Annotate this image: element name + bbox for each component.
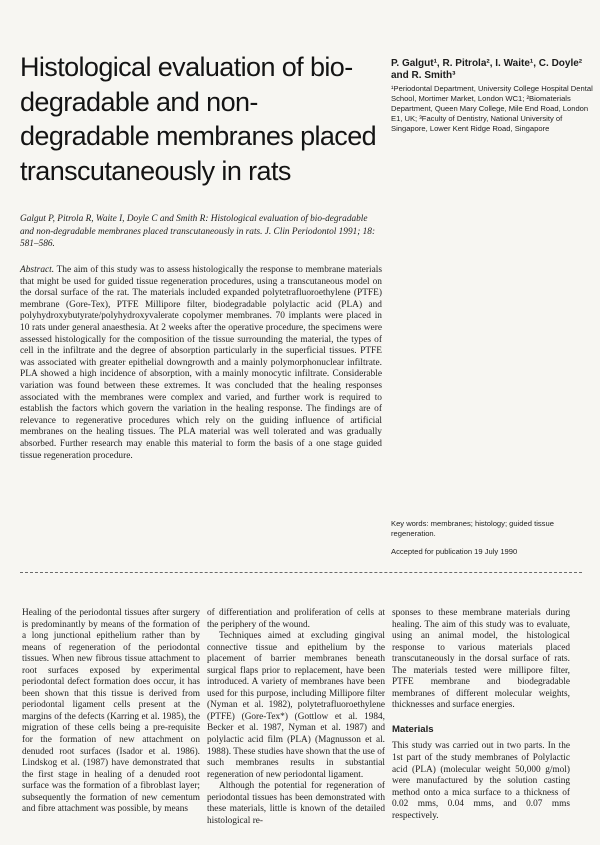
section-divider xyxy=(20,572,582,573)
body-paragraph: Techniques aimed at excluding gingival connective tissue and epithelium by the placement of barrier membranes beneath surgical flaps prior to replacement, have been introduced. A variety of membranes have been used for this purpose, including Millipore filter (Nyman et al. 1982), polytetrafluoroethylene (PTFE) (Gore-Tex*) (Gottlow et al. 1984, Becker et al. 1987, Nyman et al. 1987) and polylactic acid film (PLA) (Magnusson et al. 1988). These studies have shown that the use of such membranes results in substantial regeneration of new periodontal ligament. xyxy=(207,631,385,780)
keywords: Key words: membranes; histology; guided tissue regeneration. xyxy=(391,519,554,538)
section-heading-materials: Materials xyxy=(392,723,434,735)
abstract xyxy=(20,265,382,462)
citation: Galgut P, Pitrola R, Waite I, Doyle C and Smith R: Histological evaluation of bio-degradable and non-degradable membranes placed transcutaneously in rats. J. Clin Periodontol 1991; 18: 581–586. xyxy=(20,214,376,249)
body-paragraph: Although the potential for regeneration of periodontal tissues has been demonstrated with these materials, little is known of the detailed histological re- xyxy=(207,781,385,826)
body-paragraph: Healing of the periodontal tissues after surgery is predominantly by means of the formation of a long junctional epithelium rather than by means of regeneration of the periodontal tissues. When new fibrous tissue attachment to root surfaces exposed by experimental periodontal defect formation does occur, it has been shown that this tissue is derived from periodontal ligament cells present at the margins of the defects (Karring et al. 1985), the migration of these cells being a pre-requisite for the formation of new attachment on denuded root surfaces (Isador et al. 1986). Lindskog et al. (1987) have demonstrated that the first stage in healing of a denuded root surface was the formation of a fibroblast layer; subsequently the formation of new cementum and fibre attachment was possible, by means xyxy=(22,608,200,815)
body-column-3 xyxy=(392,608,570,822)
accepted-date: Accepted for publication 19 July 1990 xyxy=(391,547,518,556)
abstract-text: The aim of this study was to assess histologically the response to membrane materials that might be used for guided tissue regeneration procedures, using a transcutaneous model on the dorsal surface of the rat. The materials included expanded polytetrafluoroethylene (PTFE) membrane (Gore-Tex), PTFE Millipore filter, biodegradable polylactic acid (PLA) and polyhydroxybutyrate/polyhydroxyvalerate copolymer membranes. 70 implants were placed in 10 rats under general anaesthesia. At 2 weeks after the operative procedure, the specimens were assessed histologically for the composition of the tissue surrounding the material, the types of cell in the infiltrate and the degree of absorption particularly in the superficial tissues. PTFE was associated with greater epithelial downgrowth and a mainly polymorphonuclear infiltrate. PLA showed a high incidence of absorption, with a mainly monocytic infiltrate. Considerable variation was found between these extremes. It was concluded that the healing responses associated with the membranes were complex and varied, and further work is required to establish the factors which govern the variation in the healing response. The findings are of relevance to regenerative procedures which rely on the guiding influence of artificial membranes on the healing tissues. The PLA material was well tolerated and was gradually absorbed. Further research may enable this material to form the basis of a one stage guided tissue regeneration procedure. xyxy=(20,265,382,461)
body-column-1 xyxy=(22,608,200,816)
article-title: Histological evaluation of bio-degradable and non-degradable membranes placed transcutaneously in rats xyxy=(20,52,377,186)
body-paragraph: of differentiation and proliferation of cells at the periphery of the wound. xyxy=(207,608,385,630)
author-affiliations: ¹Periodontal Department, University College Hospital Dental School, Mortimer Market, London WC1; ²Biomaterials Department, Queen Mary College, Mile End Road, London E1, UK; ³Faculty of Dentistry, National University of Singapore, Lower Kent Ridge Road, Singapore xyxy=(391,84,593,133)
body-paragraph: This study was carried out in two parts. In the 1st part of the study membranes of Polylactic acid (PLA) (molecular weight 50,000 g/mol) were manufactured by the solution casting method onto a mica surface to a thickness of 0.02 mms, 0.04 mms, and 0.07 mms respectively. xyxy=(392,741,570,821)
body-paragraph: sponses to these membrane materials during healing. The aim of this study was to evaluate, using an animal model, the histological response to various materials placed transcutaneously in the dorsal surface of rats. The materials tested were millipore filter, PTFE membrane and biodegradable membranes of different molecular weights, thicknesses and surface energies. xyxy=(392,608,570,711)
abstract-label: Abstract. xyxy=(20,265,55,275)
author-list: P. Galgut¹, R. Pitrola², I. Waite¹, C. Doyle² and R. Smith³ xyxy=(391,58,583,81)
body-column-2 xyxy=(207,608,385,827)
